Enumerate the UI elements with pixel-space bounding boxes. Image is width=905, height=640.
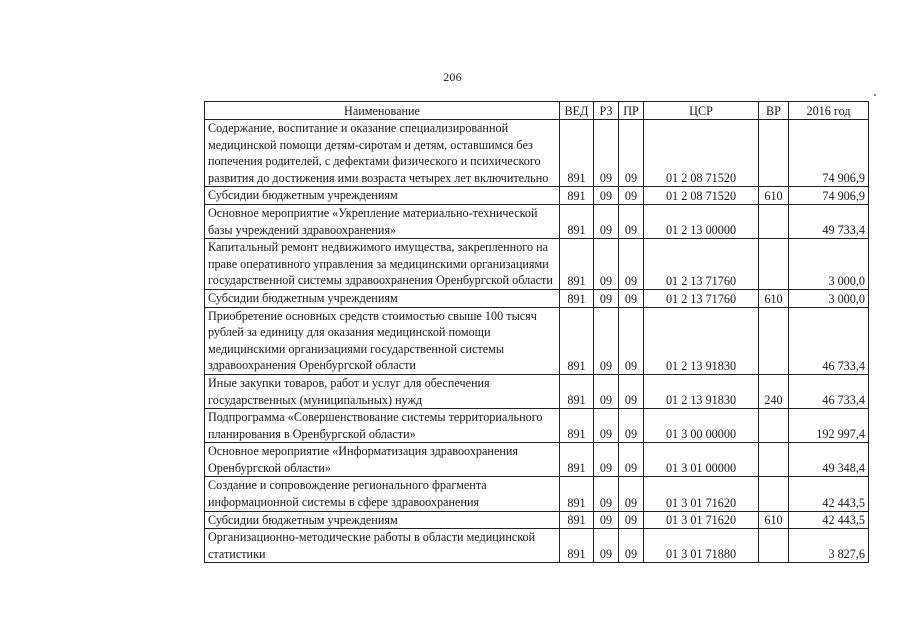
cell-vr — [759, 239, 789, 290]
cell-vr — [759, 409, 789, 443]
cell-rz: 09 — [594, 239, 619, 290]
cell-rz: 09 — [594, 529, 619, 563]
cell-name: Субсидии бюджетным учреждениям — [205, 187, 560, 205]
cell-csr: 01 3 01 71620 — [644, 511, 759, 529]
budget-table — [204, 101, 869, 563]
cell-rz: 09 — [594, 289, 619, 307]
cell-name: Субсидии бюджетным учреждениям — [205, 511, 560, 529]
cell-ved: 891 — [560, 443, 594, 477]
cell-rz: 09 — [594, 511, 619, 529]
cell-ved: 891 — [560, 239, 594, 290]
cell-amount: 3 000,0 — [789, 289, 869, 307]
cell-rz: 09 — [594, 120, 619, 187]
cell-name: Основное мероприятие «Информатизация здравоохранения Оренбургской области» — [205, 443, 560, 477]
cell-pr: 09 — [619, 511, 644, 529]
cell-csr: 01 3 00 00000 — [644, 409, 759, 443]
cell-rz: 09 — [594, 409, 619, 443]
cell-amount: 74 906,9 — [789, 187, 869, 205]
cell-amount: 3 827,6 — [789, 529, 869, 563]
cell-amount: 74 906,9 — [789, 120, 869, 187]
cell-vr — [759, 120, 789, 187]
cell-vr — [759, 307, 789, 374]
cell-pr: 09 — [619, 374, 644, 408]
cell-csr: 01 3 01 00000 — [644, 443, 759, 477]
cell-ved: 891 — [560, 187, 594, 205]
cell-vr: 240 — [759, 374, 789, 408]
table-row — [205, 529, 869, 563]
cell-amount: 42 443,5 — [789, 511, 869, 529]
cell-pr: 09 — [619, 120, 644, 187]
table-row — [205, 409, 869, 443]
cell-vr — [759, 204, 789, 238]
cell-name: Организационно-методические работы в области медицинской статистики — [205, 529, 560, 563]
table-row — [205, 443, 869, 477]
cell-amount: 46 733,4 — [789, 374, 869, 408]
cell-csr: 01 2 13 71760 — [644, 239, 759, 290]
table-row — [205, 374, 869, 408]
cell-ved: 891 — [560, 409, 594, 443]
cell-amount: 46 733,4 — [789, 307, 869, 374]
table-row — [205, 204, 869, 238]
cell-ved: 891 — [560, 529, 594, 563]
cell-vr: 610 — [759, 511, 789, 529]
cell-name: Создание и сопровождение регионального фрагмента информационной системы в сфере здравоохранения — [205, 477, 560, 511]
cell-name: Субсидии бюджетным учреждениям — [205, 289, 560, 307]
table-body — [205, 120, 869, 563]
header-row — [205, 102, 869, 120]
table-row — [205, 477, 869, 511]
cell-pr: 09 — [619, 204, 644, 238]
cell-vr: 610 — [759, 187, 789, 205]
cell-pr: 09 — [619, 409, 644, 443]
cell-csr: 01 3 01 71620 — [644, 477, 759, 511]
scan-speck — [874, 94, 876, 96]
cell-pr: 09 — [619, 443, 644, 477]
cell-pr: 09 — [619, 477, 644, 511]
cell-pr: 09 — [619, 239, 644, 290]
header-vr: ВР — [759, 102, 789, 120]
cell-pr: 09 — [619, 187, 644, 205]
cell-csr: 01 2 13 00000 — [644, 204, 759, 238]
table-row — [205, 187, 869, 205]
cell-rz: 09 — [594, 187, 619, 205]
table-row — [205, 120, 869, 187]
cell-csr: 01 3 01 71880 — [644, 529, 759, 563]
cell-amount: 49 733,4 — [789, 204, 869, 238]
table-row — [205, 239, 869, 290]
header-rz: РЗ — [594, 102, 619, 120]
table-row — [205, 307, 869, 374]
cell-csr: 01 2 13 71760 — [644, 289, 759, 307]
cell-ved: 891 — [560, 477, 594, 511]
cell-ved: 891 — [560, 204, 594, 238]
cell-ved: 891 — [560, 120, 594, 187]
cell-name: Иные закупки товаров, работ и услуг для обеспечения государственных (муниципальных) нужд — [205, 374, 560, 408]
cell-vr — [759, 477, 789, 511]
cell-csr: 01 2 13 91830 — [644, 307, 759, 374]
cell-ved: 891 — [560, 511, 594, 529]
cell-name: Подпрограмма «Совершенствование системы территориального планирования в Оренбургской области» — [205, 409, 560, 443]
header-year: 2016 год — [789, 102, 869, 120]
cell-rz: 09 — [594, 204, 619, 238]
cell-name: Содержание, воспитание и оказание специализированной медицинской помощи детям-сиротам и детям, оставшимся без попечения родителей, с дефектами физического и психического развития до достижения ими возраста четырех лет включительно — [205, 120, 560, 187]
cell-rz: 09 — [594, 477, 619, 511]
cell-name: Приобретение основных средств стоимостью свыше 100 тысяч рублей за единицу для оказания медицинской помощи медицинскими организациями государственной системы здравоохранения Оренбургской области — [205, 307, 560, 374]
cell-pr: 09 — [619, 529, 644, 563]
table-row — [205, 511, 869, 529]
cell-ved: 891 — [560, 289, 594, 307]
cell-vr — [759, 529, 789, 563]
header-name: Наименование — [205, 102, 560, 120]
cell-rz: 09 — [594, 374, 619, 408]
cell-pr: 09 — [619, 289, 644, 307]
cell-ved: 891 — [560, 374, 594, 408]
cell-rz: 09 — [594, 307, 619, 374]
cell-csr: 01 2 08 71520 — [644, 187, 759, 205]
cell-csr: 01 2 08 71520 — [644, 120, 759, 187]
cell-ved: 891 — [560, 307, 594, 374]
cell-name: Основное мероприятие «Укрепление материально-технической базы учреждений здравоохранения» — [205, 204, 560, 238]
header-csr: ЦСР — [644, 102, 759, 120]
header-pr: ПР — [619, 102, 644, 120]
cell-amount: 49 348,4 — [789, 443, 869, 477]
table-row — [205, 289, 869, 307]
header-ved: ВЕД — [560, 102, 594, 120]
cell-vr — [759, 443, 789, 477]
cell-rz: 09 — [594, 443, 619, 477]
cell-amount: 192 997,4 — [789, 409, 869, 443]
cell-csr: 01 2 13 91830 — [644, 374, 759, 408]
page-number: 206 — [443, 70, 462, 84]
cell-name: Капитальный ремонт недвижимого имущества, закрепленного на праве оперативного управления за медицинскими организациями государственной системы здравоохранения Оренбургской области — [205, 239, 560, 290]
cell-vr: 610 — [759, 289, 789, 307]
cell-amount: 42 443,5 — [789, 477, 869, 511]
cell-amount: 3 000,0 — [789, 239, 869, 290]
cell-pr: 09 — [619, 307, 644, 374]
